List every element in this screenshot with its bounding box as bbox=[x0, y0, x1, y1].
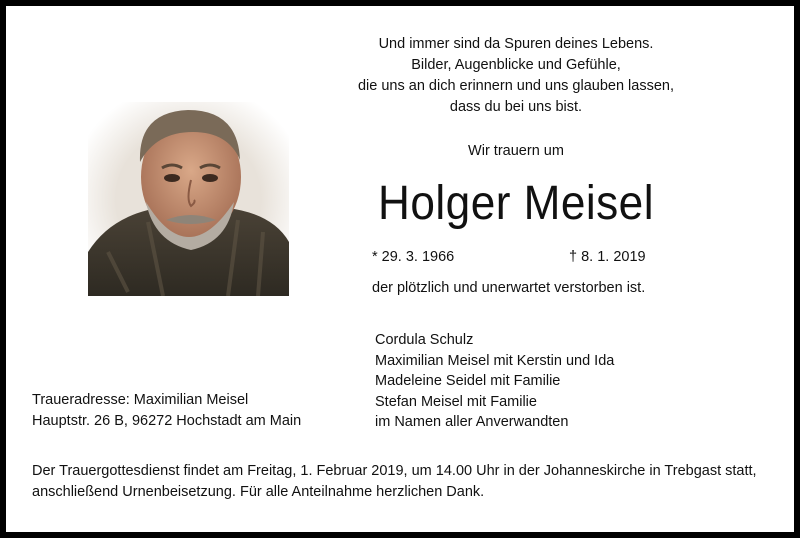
family-member: Stefan Meisel mit Familie bbox=[375, 393, 537, 410]
deceased-name: Holger Meisel bbox=[378, 177, 654, 230]
death-date: † 8. 1. 2019 bbox=[569, 249, 646, 265]
service-line: Der Trauergottesdienst findet am Freitag, 1. Februar 2019, um 14.00 Uhr in der Johanneskirche in Trebgast statt, bbox=[32, 463, 757, 479]
address-line: Hauptstr. 26 B, 96272 Hochstadt am Main bbox=[32, 412, 302, 429]
portrait-photo bbox=[88, 102, 289, 296]
poem-line: Und immer sind da Spuren deines Lebens. bbox=[378, 36, 654, 52]
portrait-image bbox=[88, 102, 289, 296]
family-member: Cordula Schulz bbox=[375, 332, 474, 348]
family-member: im Namen aller Anverwandten bbox=[375, 414, 569, 430]
family-member: Maximilian Meisel mit Kerstin und Ida bbox=[375, 352, 615, 369]
address-line: Traueradresse: Maximilian Meisel bbox=[32, 392, 249, 408]
obituary-notice bbox=[6, 6, 794, 532]
service-line: anschließend Urnenbeisetzung. Für alle Anteilnahme herzlichen Dank. bbox=[32, 484, 485, 500]
birth-date: * 29. 3. 1966 bbox=[372, 249, 455, 265]
circumstance-text: der plötzlich und unerwartet verstorben ist. bbox=[372, 280, 646, 296]
poem-line: Bilder, Augenblicke und Gefühle, bbox=[411, 57, 621, 73]
poem-line: dass du bei uns bist. bbox=[449, 99, 583, 115]
poem-line: die uns an dich erinnern und uns glauben lassen, bbox=[357, 78, 674, 94]
memorial-poem bbox=[296, 34, 736, 118]
mourning-address bbox=[32, 390, 301, 431]
mourning-line: Wir trauern um bbox=[468, 143, 564, 159]
family-list bbox=[375, 330, 614, 433]
service-info bbox=[32, 461, 782, 503]
family-member: Madeleine Seidel mit Familie bbox=[375, 373, 561, 389]
